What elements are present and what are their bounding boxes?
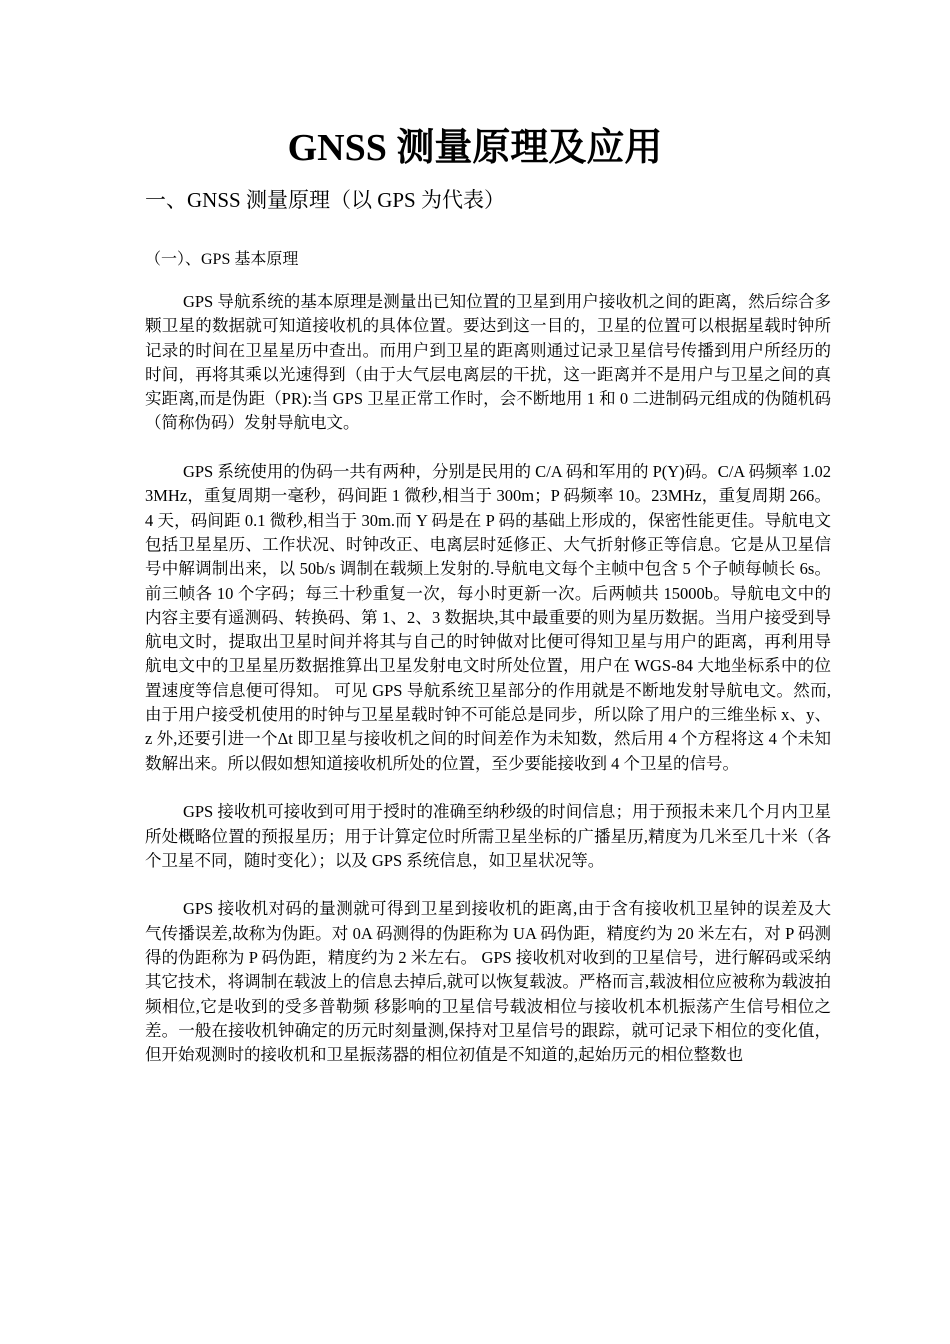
paragraph: GPS 系统使用的伪码一共有两种，分别是民用的 C/A 码和军用的 P(Y)码。C/A 码频率 1.023MHz，重复周期一毫秒，码间距 1 微秒,相当于 300m；P 码频率 10。23MHz，重复周期 266。4 天，码间距 0.1 微秒,相当于 30m.而 Y 码是在 P 码的基础上形成的，保密性能更佳。导航电文包括卫星星历、工作状况、时钟改正、电离层时延修正、大气折射修正等信息。它是从卫星信号中解调制出来，以 50b/s 调制在载频上发射的.导航电文每个主帧中包含 5 个子帧每帧长 6s。前三帧各 10 个字码；每三十秒重复一次，每小时更新一次。后两帧共 15000b。导航电文中的内容主要有遥测码、转换码、第 1、2、3 数据块,其中最重要的则为星历数据。当用户接受到导航电文时，提取出卫星时间并将其与自己的时钟做对比便可得知卫星与用户的距离，再利用导航电文中的卫星星历数据推算出卫星发射电文时所处位置，用户在 WGS-84 大地坐标系中的位置速度等信息便可得知。 可见 GPS 导航系统卫星部分的作用就是不断地发射导航电文。然而,由于用户接受机使用的时钟与卫星星载时钟不可能总是同步，所以除了用户的三维坐标 x、y、z 外,还要引进一个Δt 即卫星与接收机之间的时间差作为未知数，然后用 4 个方程将这 4 个未知数解出来。所以假如想知道接收机所处的位置，至少要能接收到 4 个卫星的信号。 [145,462,831,773]
paragraph: GPS 导航系统的基本原理是测量出已知位置的卫星到用户接收机之间的距离，然后综合多颗卫星的数据就可知道接收机的具体位置。要达到这一目的，卫星的位置可以根据星载时钟所记录的时间在卫星星历中查出。而用户到卫星的距离则通过记录卫星信号传播到用户所经历的时间，再将其乘以光速得到（由于大气层电离层的干扰，这一距离并不是用户与卫星之间的真实距离,而是伪距（PR):当 GPS 卫星正常工作时，会不断地用 1 和 0 二进制码元组成的伪随机码（简称伪码）发射导航电文。 [145,292,831,433]
subsection-heading: （一）、GPS 基本原理 [145,251,299,268]
document-title: GNSS 测量原理及应用 [287,127,663,169]
paragraph: GPS 接收机可接收到可用于授时的准确至纳秒级的时间信息；用于预报未来几个月内卫星所处概略位置的预报星历；用于计算定位时所需卫星坐标的广播星历,精度为几米至几十米（各个卫星不同，随时变化）；以及 GPS 系统信息，如卫星状况等。 [145,802,831,870]
document-body [145,290,831,1092]
paragraph: GPS 接收机对码的量测就可得到卫星到接收机的距离,由于含有接收机卫星钟的误差及大气传播误差,故称为伪距。对 0A 码测得的伪距称为 UA 码伪距，精度约为 20 米左右，对 P 码测得的伪距称为 P 码伪距，精度约为 2 米左右。 GPS 接收机对收到的卫星信号，进行解码或采纳其它技术，将调制在载波上的信息去掉后,就可以恢复载波。严格而言,载波相位应被称为载波拍频相位,它是收到的受多普勒频 移影响的卫星信号载波相位与接收机本机振荡产生信号相位之差。一般在接收机钟确定的历元时刻量测,保持对卫星信号的跟踪，就可记录下相位的变化值，但开始观测时的接收机和卫星振荡器的相位初值是不知道的,起始历元的相位整数也 [145,899,831,1065]
section-heading: 一、GNSS 测量原理（以 GPS 为代表） [145,188,505,212]
